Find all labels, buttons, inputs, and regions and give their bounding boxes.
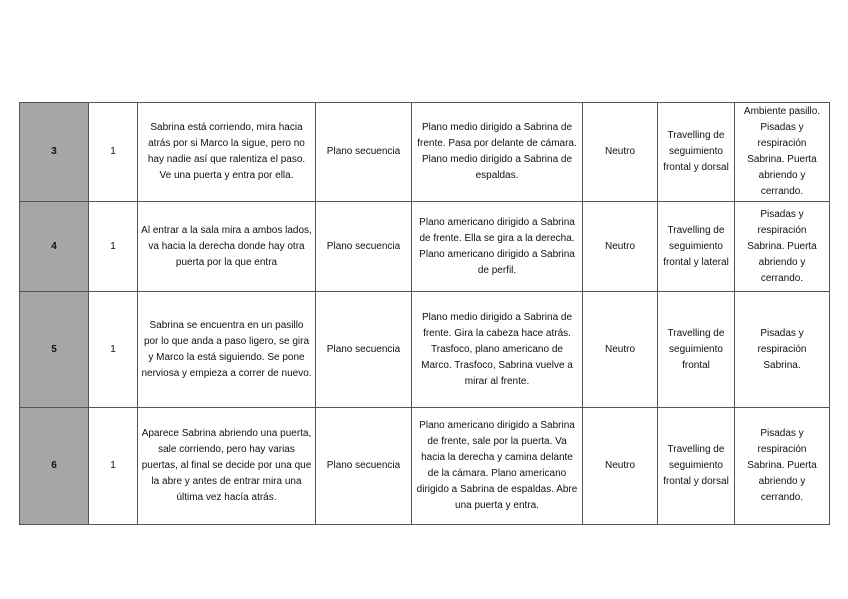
angle-cell: Neutro [583,408,658,525]
shot-number-cell: 1 [89,408,138,525]
framing-cell: Plano americano dirigido a Sabrina de frente, sale por la puerta. Va hacia la derecha y camina delante de la cámara. Plano americano dirigido a Sabrina de espaldas. Abre una puerta y entra. [412,408,583,525]
camera-movement-cell: Travelling de seguimiento frontal y dorsal [658,408,735,525]
description-cell: Aparece Sabrina abriendo una puerta, sale corriendo, pero hay varias puertas, al final se decide por una que la abre y antes de entrar mira una última vez hacía atrás. [138,408,316,525]
camera-movement-cell: Travelling de seguimiento frontal y dorsal [658,103,735,202]
table-row [20,202,830,292]
shot-type-cell: Plano secuencia [316,292,412,408]
scene-number-cell: 4 [20,202,89,292]
table-row [20,292,830,408]
table-row [20,408,830,525]
sound-cell: Pisadas y respiración Sabrina. Puerta abriendo y cerrando. [735,408,830,525]
scene-number-cell: 6 [20,408,89,525]
shot-number-cell: 1 [89,103,138,202]
shot-number-cell: 1 [89,202,138,292]
description-cell: Sabrina se encuentra en un pasillo por lo que anda a paso ligero, se gira y Marco la está siguiendo. Se pone nerviosa y empieza a correr de nuevo. [138,292,316,408]
shot-type-cell: Plano secuencia [316,103,412,202]
camera-movement-cell: Travelling de seguimiento frontal y lateral [658,202,735,292]
shot-list-table [19,102,830,525]
angle-cell: Neutro [583,202,658,292]
description-cell: Al entrar a la sala mira a ambos lados, va hacia la derecha donde hay otra puerta por la que entra [138,202,316,292]
angle-cell: Neutro [583,103,658,202]
sound-cell: Ambiente pasillo. Pisadas y respiración Sabrina. Puerta abriendo y cerrando. [735,103,830,202]
framing-cell: Plano medio dirigido a Sabrina de frente. Gira la cabeza hace atrás. Trasfoco, plano americano de Marco. Trasfoco, Sabrina vuelve a mirar al frente. [412,292,583,408]
table-row [20,103,830,202]
scene-number-cell: 3 [20,103,89,202]
camera-movement-cell: Travelling de seguimiento frontal [658,292,735,408]
sound-cell: Pisadas y respiración Sabrina. [735,292,830,408]
scene-number-cell: 5 [20,292,89,408]
shot-type-cell: Plano secuencia [316,408,412,525]
framing-cell: Plano americano dirigido a Sabrina de frente. Ella se gira a la derecha. Plano americano dirigido a Sabrina de perfil. [412,202,583,292]
angle-cell: Neutro [583,292,658,408]
description-cell: Sabrina está corriendo, mira hacia atrás por si Marco la sigue, pero no hay nadie así que ralentiza el paso. Ve una puerta y entra por ella. [138,103,316,202]
shot-type-cell: Plano secuencia [316,202,412,292]
shot-number-cell: 1 [89,292,138,408]
framing-cell: Plano medio dirigido a Sabrina de frente. Pasa por delante de cámara. Plano medio dirigido a Sabrina de espaldas. [412,103,583,202]
sound-cell: Pisadas y respiración Sabrina. Puerta abriendo y cerrando. [735,202,830,292]
